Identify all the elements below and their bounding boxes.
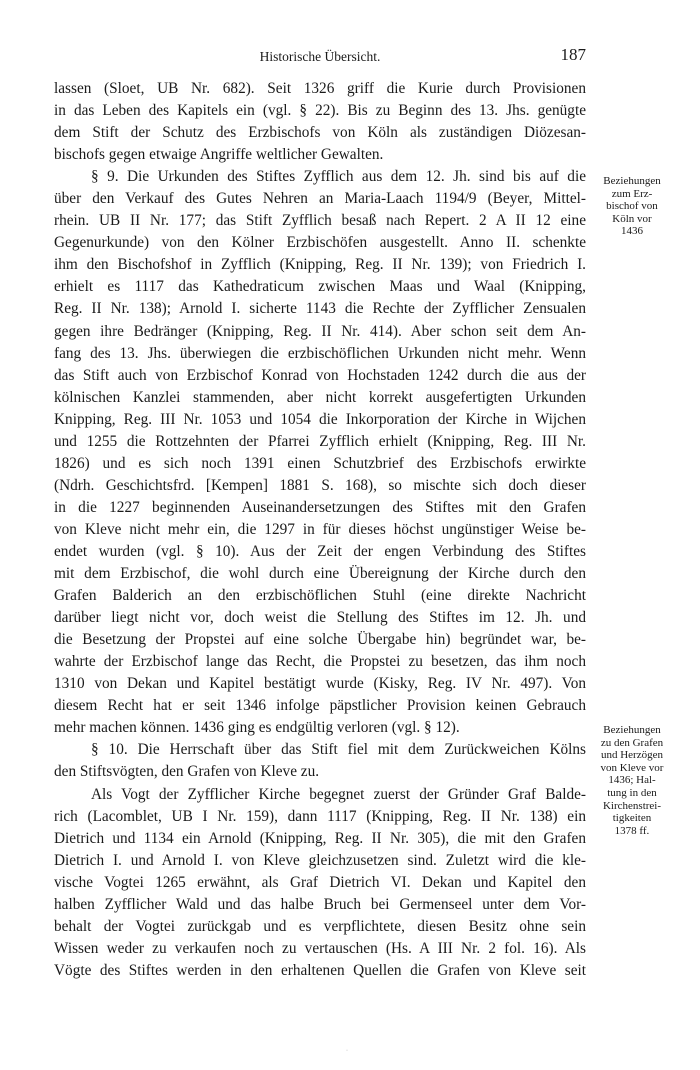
margin-note-line: Beziehungen: [603, 724, 661, 736]
text-line: vische Vogtei 1265 erwähnt, als Graf Dietrich VI. Dekan und Kapitel den: [54, 873, 586, 891]
text-line: Wissen weder zu verkaufen noch zu vertauschen (Hs. A III Nr. 2 fol. 16). Als: [54, 939, 586, 957]
page-number: 187: [560, 45, 586, 64]
text-line: Dietrich I. und Arnold I. von Kleve gleichzusetzen sind. Zuletzt wird die kle-: [54, 851, 586, 869]
text-line: behalt der Vogtei zurückgab und es verpflichtete, diesen Besitz ohne sein: [54, 917, 586, 935]
text-line: in das Leben des Kapitels ein (vgl. § 22). Bis zu Beginn des 13. Jhs. genügte: [54, 102, 586, 120]
margin-note-line: Beziehungen: [603, 175, 661, 187]
margin-note-kleve: [592, 724, 672, 837]
text-line: lassen (Sloet, UB Nr. 682). Seit 1326 griff die Kurie durch Provisionen: [54, 80, 586, 97]
text-line: Reg. II Nr. 138); Arnold I. sicherte 1143 die Rechte der Zyfflicher Zensualen: [54, 300, 586, 318]
margin-note-line: Köln vor: [612, 212, 652, 225]
text-line: darüber liegt nicht vor, doch weist die Stellung des Stiftes im 12. Jh. und: [54, 609, 586, 627]
text-line: halben Zyfflicher Wald und das halbe Bruch bei Germenseel unter dem Vor-: [54, 895, 586, 913]
text-line: Gegenurkunde) von den Kölner Erzbischöfen ausgestellt. Anno II. schenkte: [54, 234, 586, 252]
margin-note-line: Kirchenstrei-: [602, 799, 662, 812]
text-line: wahrte der Erzbischof lange das Recht, die Propstei zu besetzen, das ihm noch: [54, 653, 586, 671]
margin-note-line: 1436; Hal-: [608, 774, 656, 787]
margin-note-line: und Herzögen: [600, 749, 663, 762]
text-line: das Stift auch von Erzbischof Konrad von Hochstaden 1242 durch die aus der: [54, 366, 586, 384]
text-line: die Besetzung der Propstei auf eine solche Übergabe hin) begründet war, be-: [54, 631, 586, 649]
text-line: kölnischen Kanzlei stammenden, aber nicht korrekt ausgefertigten Urkunden: [54, 388, 586, 406]
margin-note-erzbischof: [592, 175, 672, 238]
margin-note-line: zum Erz-: [611, 187, 653, 200]
margin-note-line: 1436: [621, 225, 643, 238]
stray-mark: ·: [346, 1048, 348, 1054]
running-header: [54, 45, 586, 69]
text-line: Grafen Balderich an den erzbischöflichen Stuhl (eine direkte Nachricht: [54, 587, 586, 605]
text-line: gegen ihre Bedränger (Knipping, Reg. II Nr. 414). Aber schon seit dem An-: [54, 322, 586, 340]
text-line: über den Verkauf des Gutes Nehren an Maria-Laach 1194/9 (Beyer, Mittel-: [54, 190, 586, 208]
text-line: § 10. Die Herrschaft über das Stift fiel mit dem Zurückweichen Kölns: [91, 741, 586, 759]
text-line: ihm den Bischofshof in Zyfflich (Knipping, Reg. II Nr. 139); von Friedrich I.: [54, 256, 586, 274]
text-line: in die 1227 beginnenden Auseinandersetzungen des Stiftes mit den Grafen: [54, 498, 586, 516]
running-title: Historische Übersicht.: [259, 49, 381, 64]
text-line: 1310 von Dekan und Kapitel bestätigt wurde (Kisky, Reg. IV Nr. 497). Von: [54, 675, 586, 693]
text-line: § 9. Die Urkunden des Stiftes Zyfflich aus dem 12. Jh. sind bis auf die: [91, 168, 586, 186]
text-line: und 1255 die Rottzehnten der Pfarrei Zyfflich erhielt (Knipping, Reg. III Nr.: [54, 432, 586, 450]
text-line: rhein. UB II Nr. 177; das Stift Zyfflich besaß nach Repert. 2 A II 12 eine: [54, 212, 586, 230]
text-line: von Kleve nicht mehr ein, die 1297 in für dieses höchst ungünstiger Weise be-: [54, 520, 586, 538]
text-line: Knipping, Reg. III Nr. 1053 und 1054 die Inkorporation der Kirche in Wijchen: [54, 410, 586, 428]
text-line: fang des 13. Jhs. überwiegen die erzbischöflichen Urkunden nicht mehr. Wenn: [54, 344, 586, 362]
text-line: 1826) und es sich noch 1391 einen Schutzbrief des Erzbischofs erwirkte: [54, 454, 586, 472]
text-line: den Stiftsvögten, den Grafen von Kleve zu.: [54, 763, 320, 781]
body-text: [54, 78, 586, 982]
margin-note-line: von Kleve vor: [600, 761, 664, 774]
text-line: endet wurden (vgl. § 10). Aus der Zeit der engen Verbindung des Stiftes: [54, 542, 586, 560]
margin-note-line: tigkeiten: [612, 812, 652, 825]
text-line: (Ndrh. Geschichtsfrd. [Kempen] 1881 S. 168), so mischte sich doch dieser: [54, 476, 586, 494]
text-line: Dietrich und 1134 ein Arnold (Knipping, Reg. II Nr. 305), die mit den Grafen: [54, 829, 586, 847]
margin-note-line: zu den Grafen: [600, 736, 664, 749]
text-line: Als Vogt der Zyfflicher Kirche begegnet zuerst der Gründer Graf Balde-: [91, 785, 586, 803]
text-line: bischofs gegen etwaige Angriffe weltlicher Gewalten.: [54, 146, 384, 164]
text-line: erhielt es 1117 das Kathedraticum zwischen Maas und Waal (Knipping,: [54, 278, 586, 296]
text-line: dem Stift der Schutz des Erzbischofs von Köln als zuständigen Diözesan-: [54, 124, 586, 142]
text-line: Vögte des Stiftes werden in den erhaltenen Quellen die Grafen von Kleve seit: [54, 961, 586, 979]
text-line: mehr machen können. 1436 ging es endgültig verloren (vgl. § 12).: [54, 719, 460, 737]
margin-note-line: tung in den: [607, 786, 657, 799]
margin-note-line: bischof von: [606, 200, 658, 213]
text-line: mit dem Erzbischof, die wohl durch eine Übereignung der Kirche durch den: [54, 565, 586, 583]
margin-note-line: 1378 ff.: [614, 824, 650, 837]
text-line: rich (Lacomblet, UB I Nr. 159), dann 1117 (Knipping, Reg. II Nr. 138) ein: [54, 807, 586, 825]
text-line: diesem Recht hat er seit 1346 infolge päpstlicher Provision keinen Gebrauch: [54, 697, 586, 715]
